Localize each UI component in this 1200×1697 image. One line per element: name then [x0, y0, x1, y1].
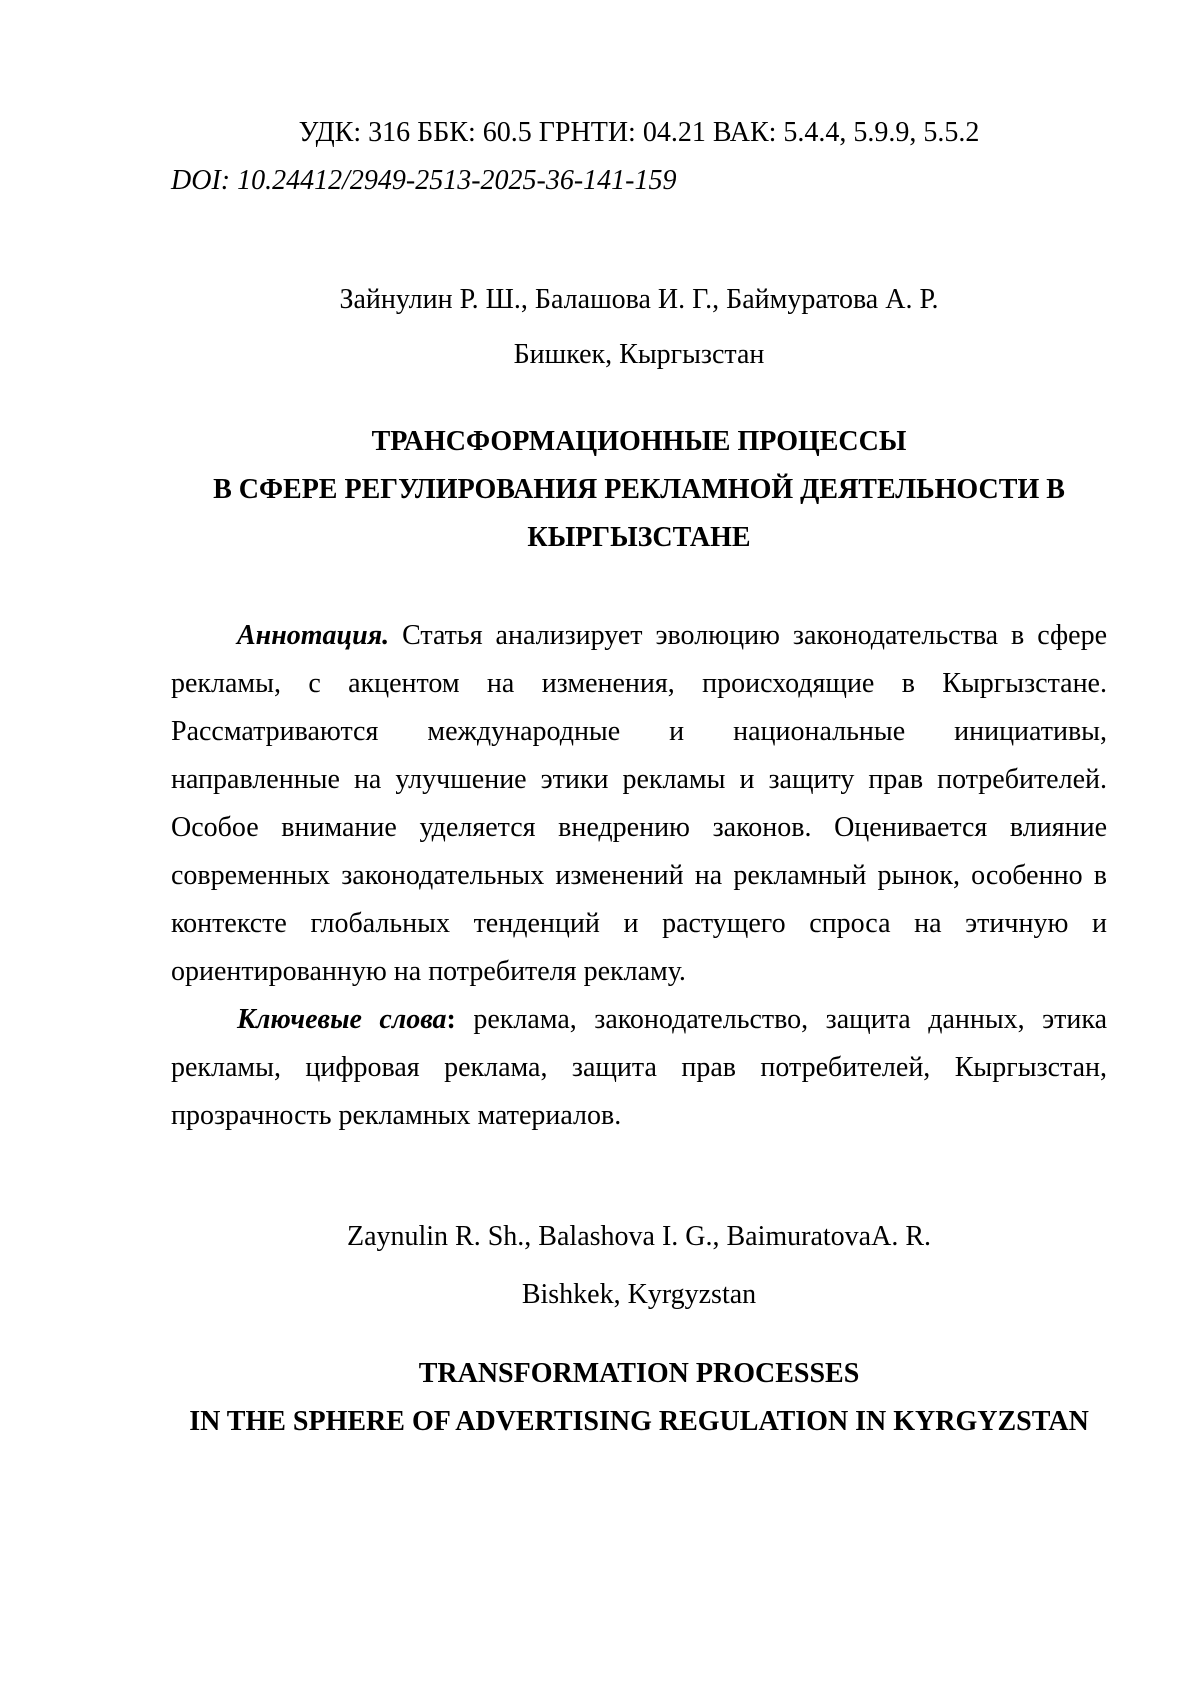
authors-english: Zaynulin R. Sh., Balashova I. G., BaimuratovaA. R.	[346, 1221, 932, 1252]
abstract-line-1-text: Статья анализирует эволюцию законодательства в сфере	[402, 620, 1108, 651]
keywords-line	[171, 996, 1107, 1044]
title-russian-line-2: В СФЕРЕ РЕГУЛИРОВАНИЯ РЕКЛАМНОЙ ДЕЯТЕЛЬНОСТИ В	[213, 474, 1065, 505]
keywords-paragraph	[171, 996, 1107, 1140]
title-russian	[171, 418, 1107, 562]
abstract-line-last: ориентированную на потребителя рекламу.	[171, 956, 686, 987]
authors-russian: Зайнулин Р. Ш., Балашова И. Г., Баймуратова А. Р.	[339, 284, 939, 315]
abstract-line	[171, 612, 1107, 660]
udk-bbk-grnti-vak-line: УДК: 316 ББК: 60.5 ГРНТИ: 04.21 ВАК: 5.4.4, 5.9.9, 5.5.2	[298, 117, 980, 148]
keywords-line-last: прозрачность рекламных материалов.	[171, 1100, 622, 1131]
page-content	[171, 109, 1107, 1446]
keywords-line-1-text: реклама, законодательство, защита данных, этика	[473, 1004, 1107, 1035]
title-english	[171, 1350, 1107, 1446]
title-english-line-2: IN THE SPHERE OF ADVERTISING REGULATION IN KYRGYZSTAN	[189, 1406, 1089, 1437]
doi-line: DOI: 10.24412/2949-2513-2025-36-141-159	[171, 165, 677, 196]
keywords-line: рекламы, цифровая реклама, защита прав потребителей, Кыргызстан,	[171, 1052, 1107, 1083]
keywords-label: Ключевые слова	[237, 1004, 447, 1035]
title-russian-line-3: КЫРГЫЗСТАНЕ	[527, 522, 751, 553]
keywords-colon: :	[446, 1004, 456, 1035]
abstract-line: направленные на улучшение этики рекламы и защиту прав потребителей.	[171, 764, 1107, 795]
abstract-line: Особое внимание уделяется внедрению законов. Оценивается влияние	[171, 812, 1107, 843]
title-english-line-1: TRANSFORMATION PROCESSES	[418, 1358, 860, 1389]
abstract-line: рекламы, с акцентом на изменения, происходящие в Кыргызстане.	[171, 668, 1107, 699]
abstract-line: Рассматриваются международные и национальные инициативы,	[171, 716, 1107, 747]
abstract-line: контексте глобальных тенденций и растущего спроса на этичную и	[171, 908, 1107, 939]
abstract-line: современных законодательных изменений на рекламный рынок, особенно в	[171, 860, 1107, 891]
location-russian: Бишкек, Кыргызстан	[513, 339, 765, 370]
abstract-paragraph	[171, 612, 1107, 996]
title-russian-line-1: ТРАНСФОРМАЦИОННЫЕ ПРОЦЕССЫ	[371, 426, 907, 457]
location-english: Bishkek, Kyrgyzstan	[521, 1279, 757, 1310]
abstract-label: Аннотация.	[237, 620, 390, 651]
